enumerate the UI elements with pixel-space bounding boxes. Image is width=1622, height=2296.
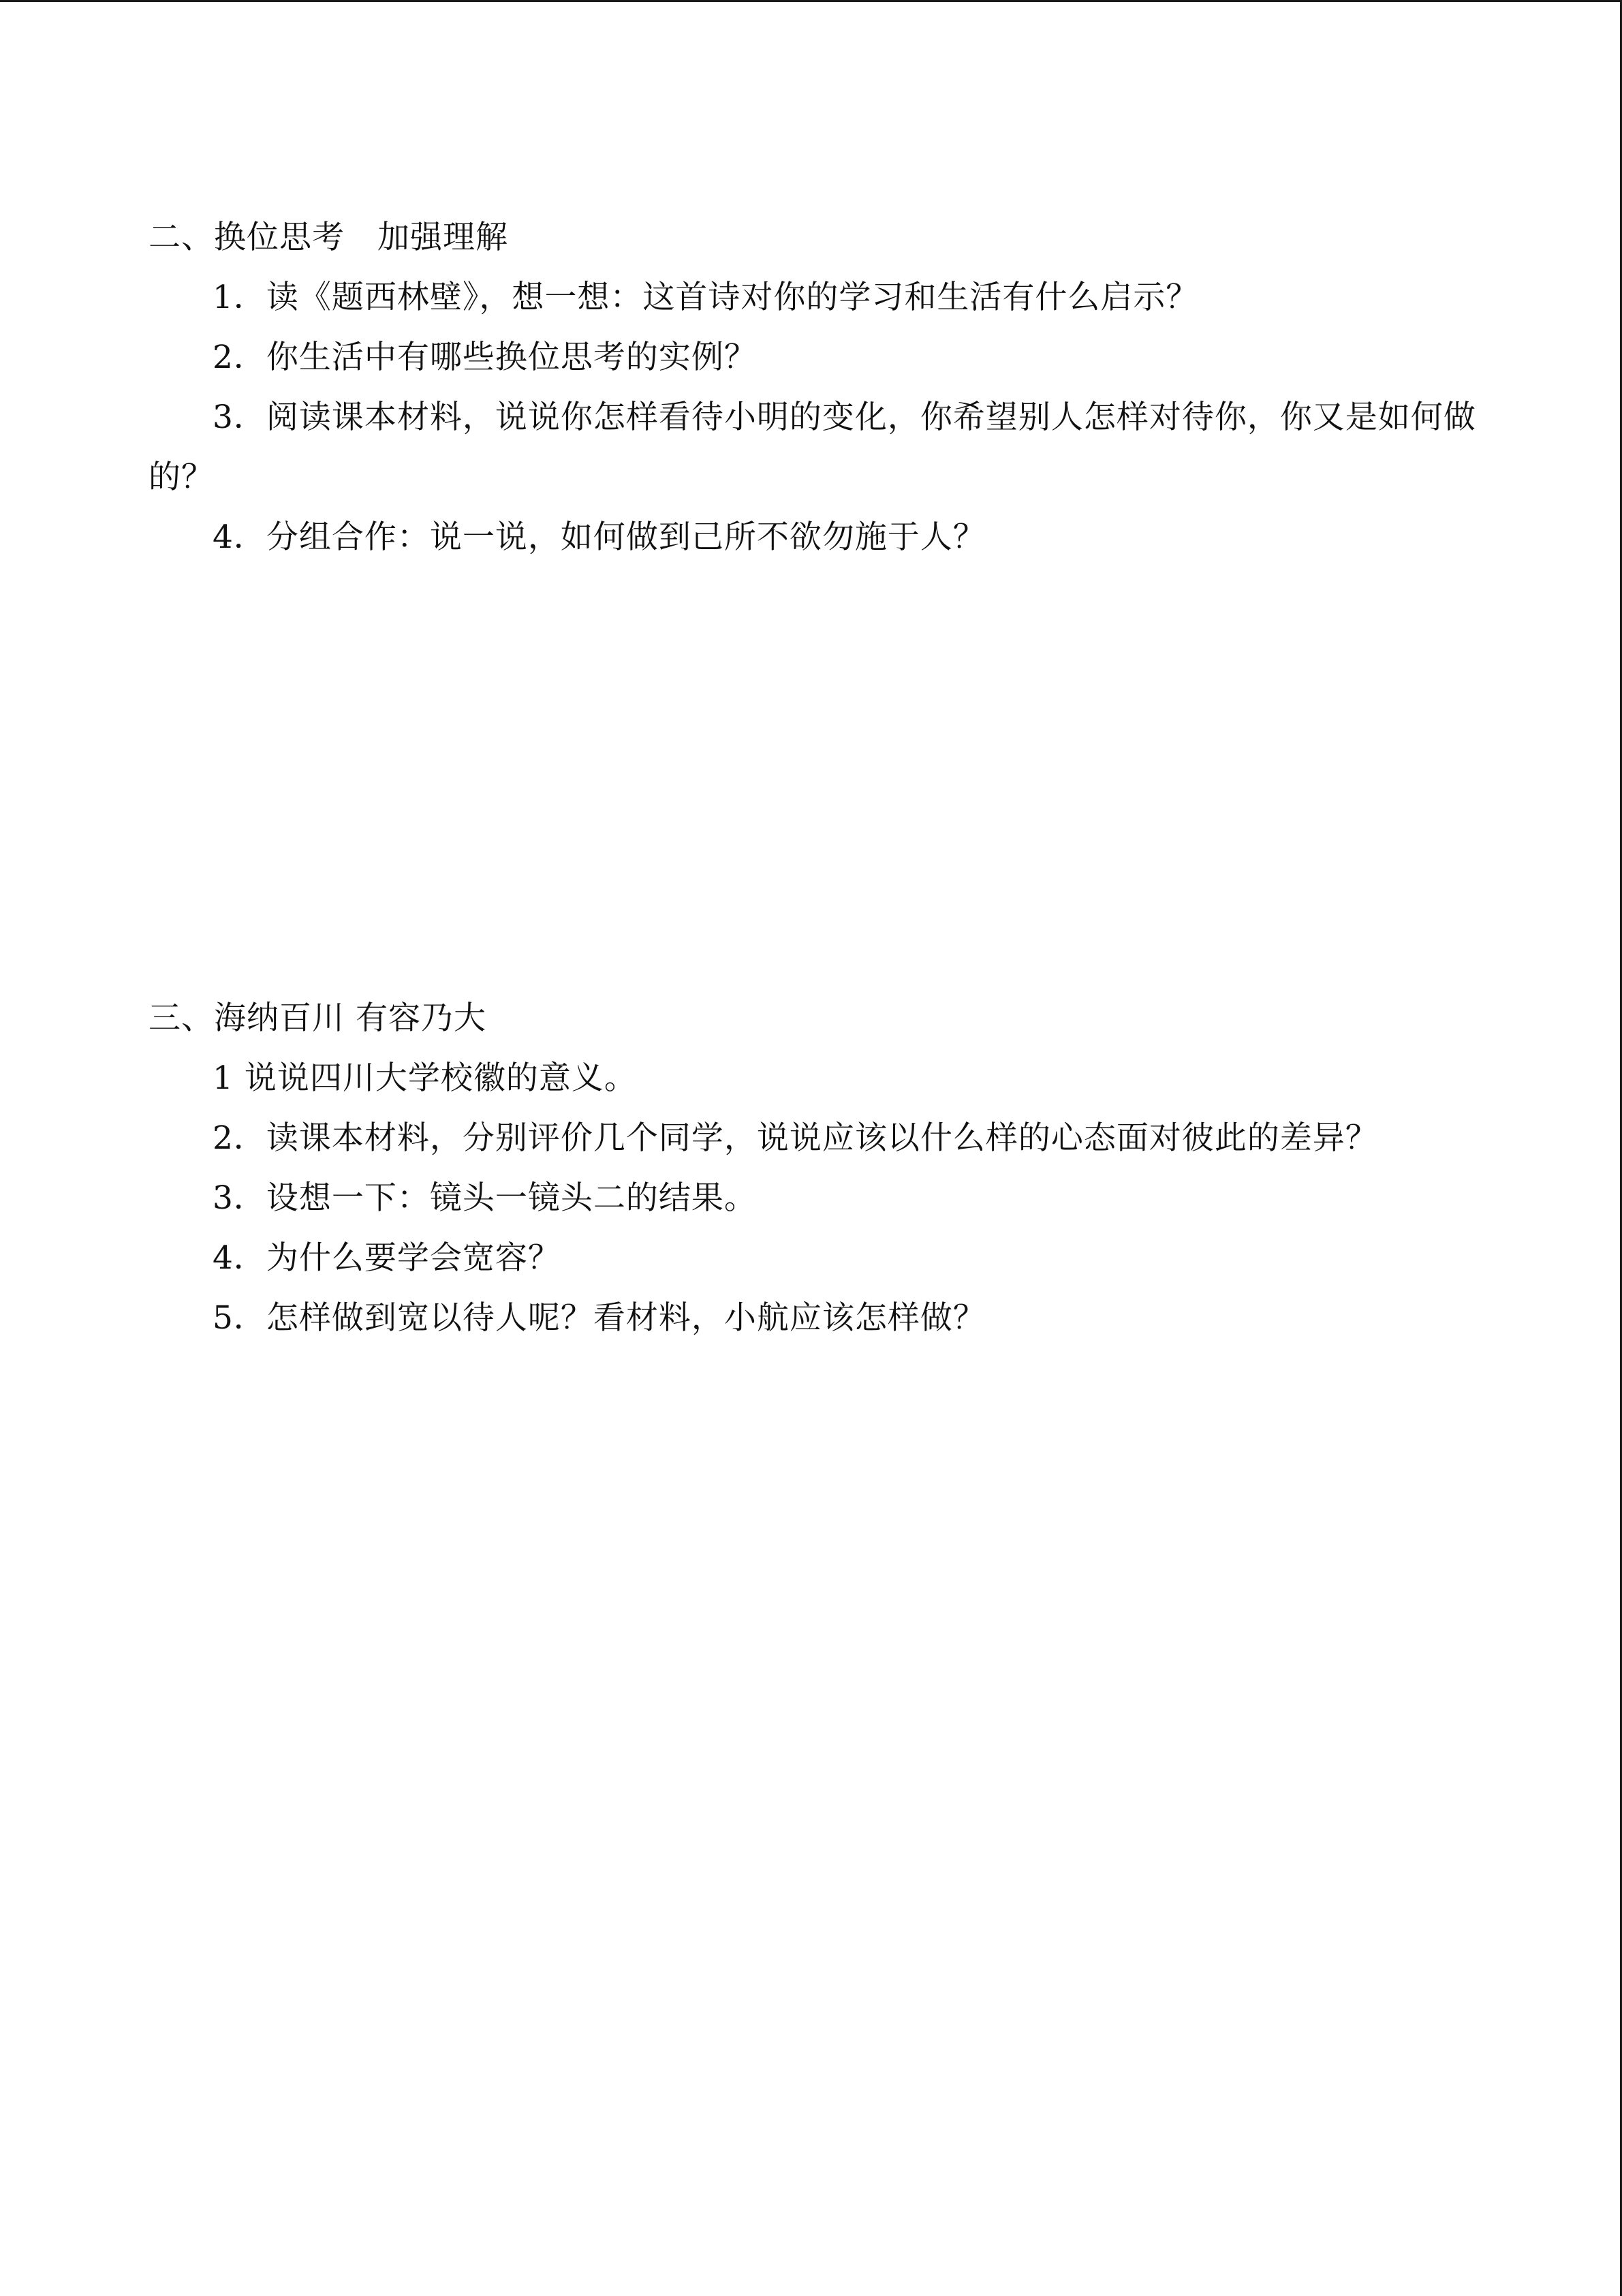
question-item: 1 说说四川大学校徽的意义。 <box>213 1059 637 1097</box>
section-heading: 二、换位思考 加强理解 <box>149 219 508 256</box>
question-item: 2．读课本材料，分别评价几个同学，说说应该以什么样的心态面对彼此的差异？ <box>213 1119 1378 1157</box>
question-item: 4．为什么要学会宽容？ <box>213 1239 561 1277</box>
section-heading: 三、海纳百川 有容乃大 <box>149 999 486 1037</box>
question-item: 3．阅读课本材料，说说你怎样看待小明的变化，你希望别人怎样对待你，你又是如何做 <box>213 399 1476 436</box>
question-item: 3．设想一下：镜头一镜头二的结果。 <box>213 1179 757 1217</box>
question-item-continuation: 的？ <box>149 459 214 496</box>
question-item: 5．怎样做到宽以待人呢？看材料，小航应该怎样做？ <box>213 1299 986 1337</box>
question-item: 1．读《题西林壁》，想一想：这首诗对你的学习和生活有什么启示？ <box>213 279 1199 316</box>
question-item: 4．分组合作：说一说，如何做到己所不欲勿施于人？ <box>213 518 986 556</box>
question-item: 2．你生活中有哪些换位思考的实例？ <box>213 339 757 376</box>
